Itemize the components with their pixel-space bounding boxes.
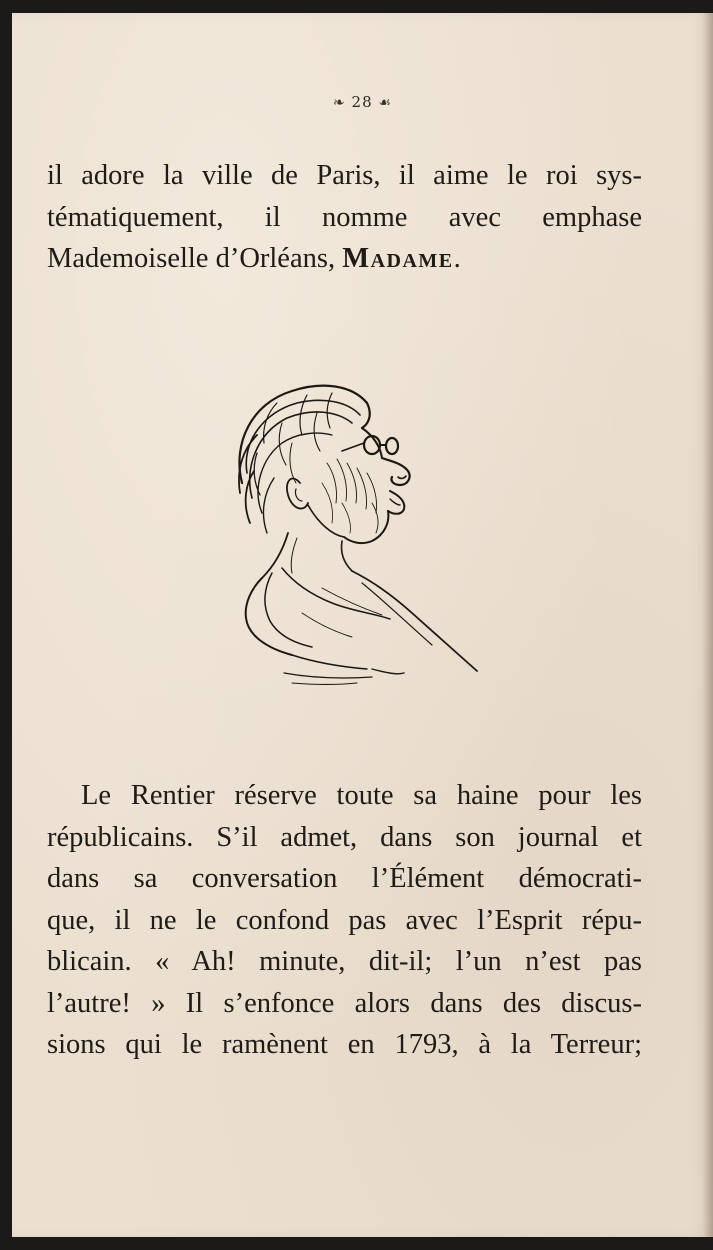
page-sheet	[12, 13, 713, 1237]
text-line: Le Rentier réserve toute sa haine pour les	[81, 780, 642, 811]
text-line: l’autre! » Il s’enfonce alors dans des discus-	[47, 987, 642, 1019]
paragraph-1	[47, 155, 642, 280]
emphasis-madame: Madame	[342, 243, 454, 274]
text-line: sions qui le ramènent en 1793, à la Terreur;	[47, 1029, 642, 1060]
text-line: tématiquement, il nomme avec emphase	[47, 201, 642, 233]
portrait-sketch-icon	[222, 373, 492, 693]
page-header	[12, 93, 713, 111]
text-line: républicains. S’il admet, dans son journal et	[47, 821, 642, 853]
left-fleuron-icon: ❧	[333, 95, 346, 111]
text-line: blicain. « Ah! minute, dit-il; l’un n’est pas	[47, 946, 642, 977]
text-line: dans sa conversation l’Élément démocrati-	[47, 863, 642, 894]
text-line	[47, 238, 642, 280]
text-line: il adore la ville de Paris, il aime le roi sys-	[47, 160, 642, 191]
paragraph-2	[47, 775, 642, 1066]
right-fleuron-icon: ☙	[378, 95, 392, 111]
text-line-start: Mademoiselle d’Orléans,	[47, 243, 343, 274]
line-end-period: .	[453, 243, 461, 274]
page-number: 28	[351, 93, 373, 111]
page-gutter-shadow	[703, 13, 713, 1237]
text-line: que, il ne le confond pas avec l’Esprit répu-	[47, 904, 642, 936]
